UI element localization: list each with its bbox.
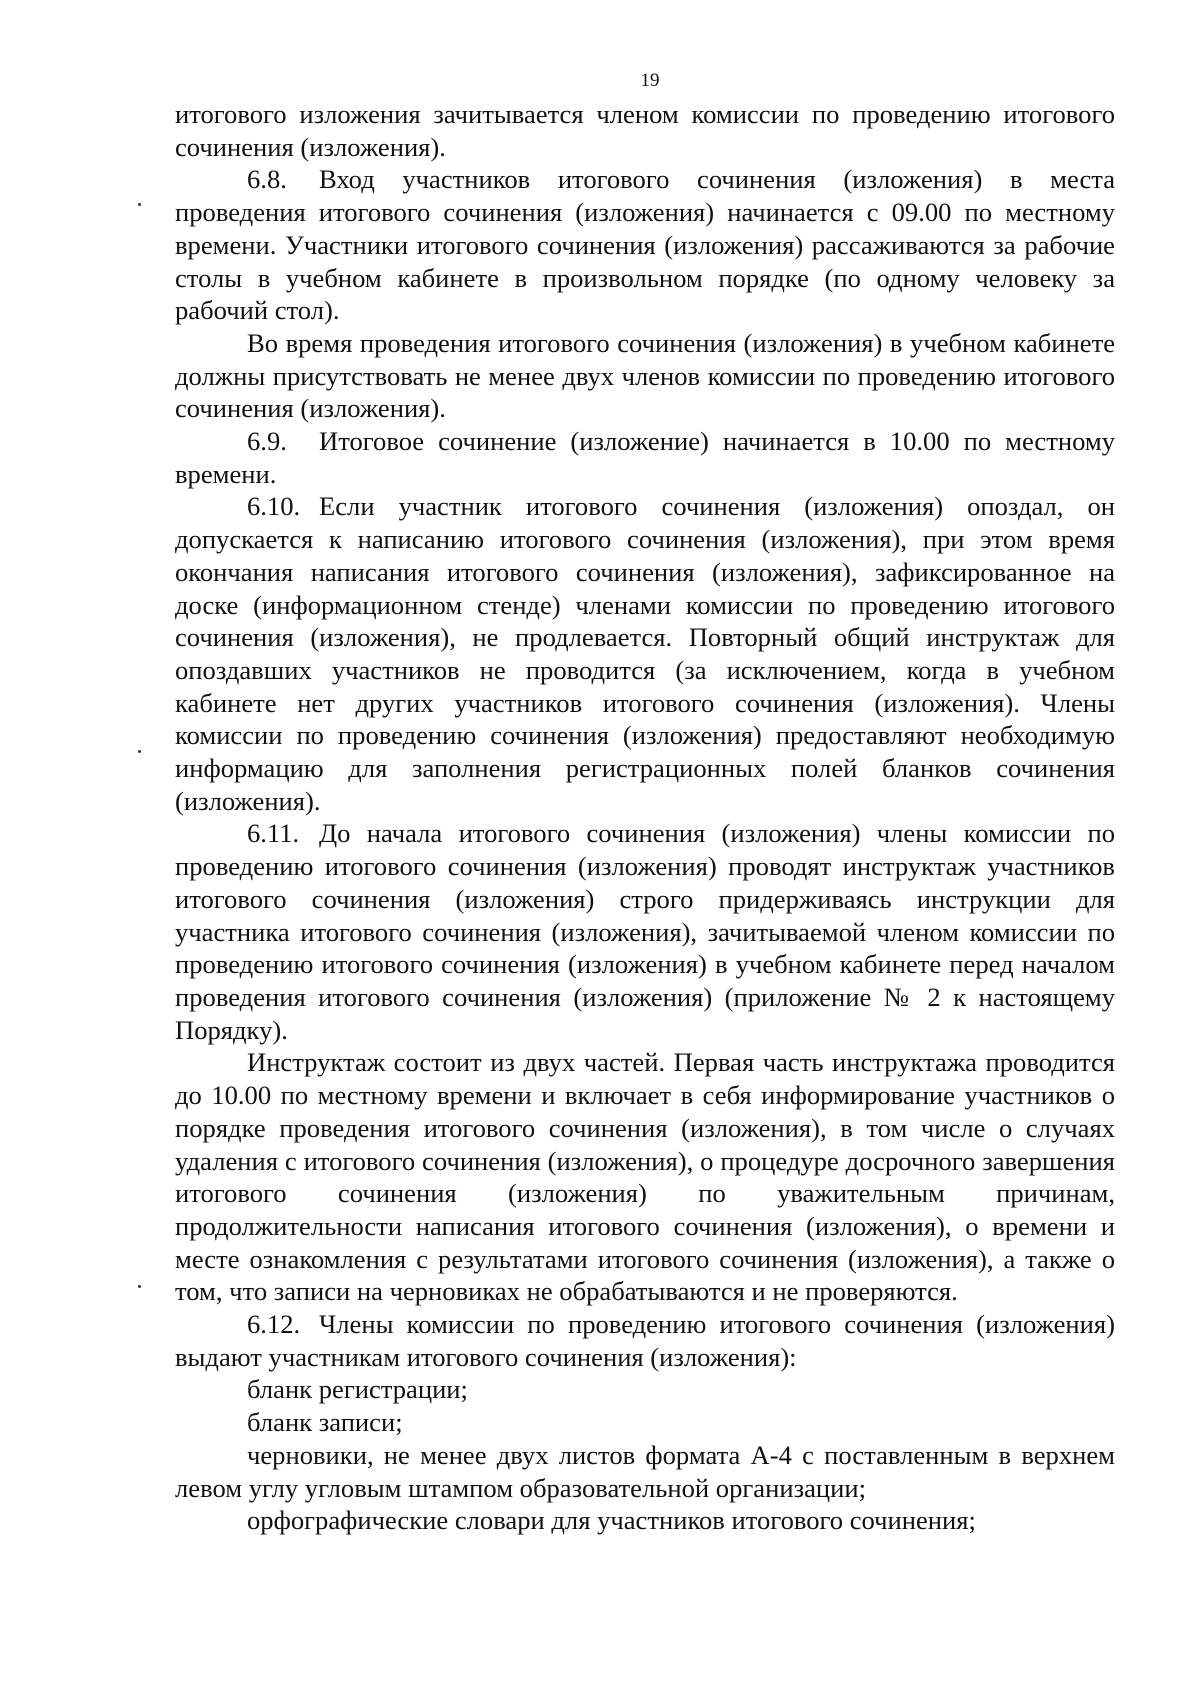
list-item [175, 1406, 1115, 1439]
section-number: 6.11. [247, 818, 300, 849]
section-6-9 [175, 425, 1115, 490]
paragraph-text: До начала итогового сочинения (изложения) члены комиссии по проведению итогового сочинения (изложения) проводят инструктаж участников итогового сочинения (изложения) строго придерживаясь инструкции для участника итогового сочинения (изложения), зачитываемой членом комиссии по проведению итогового сочинения (изложения) в учебном кабинете перед началом проведения итогового сочинения (изложения) (приложение № 2 к настоящему Порядку). [175, 818, 1115, 1045]
list-item-text: черновики, не менее двух листов формата А-4 с поставленным в верхнем левом углу угловым штампом образовательной организации; [175, 1439, 1115, 1503]
section-6-12 [175, 1308, 1115, 1373]
section-6-10 [175, 490, 1115, 817]
paragraph [175, 1046, 1115, 1308]
list-item [175, 1373, 1115, 1406]
section-number: 6.10. [247, 491, 301, 522]
section-6-11 [175, 817, 1115, 1046]
paragraph [175, 98, 1115, 163]
section-6-8 [175, 163, 1115, 327]
list-item-text: бланк записи; [247, 1407, 403, 1438]
paragraph-text: Вход участников итогового сочинения (изложения) в места проведения итогового сочинения (изложения) начинается с 09.00 по местному времени. Участники итогового сочинения (изложения) рассаживаются за рабочие столы в учебном кабинете в произвольном порядке (по одному человеку за рабочий стол). [175, 164, 1115, 326]
list-item-text: бланк регистрации; [247, 1374, 468, 1405]
paragraph-text: итогового изложения зачитывается членом комиссии по проведению итогового сочинения (изложения). [175, 99, 1115, 162]
paragraph [175, 327, 1115, 425]
list-item-text: орфографические словари для участников итогового сочинения; [247, 1505, 976, 1536]
section-number: 6.12. [247, 1309, 301, 1340]
paragraph-text: Члены комиссии по проведению итогового сочинения (изложения) выдают участникам итогового сочинения (изложения): [175, 1309, 1115, 1372]
section-number: 6.9. [247, 426, 287, 457]
scan-speck [138, 203, 141, 206]
document-body [175, 98, 1115, 1537]
scan-speck [138, 750, 141, 753]
list-item [175, 1439, 1115, 1504]
paragraph-text: Во время проведения итогового сочинения (изложения) в учебном кабинете должны присутствовать не менее двух членов комиссии по проведению итогового сочинения (изложения). [175, 327, 1115, 424]
list-item [175, 1504, 1115, 1537]
section-number: 6.8. [247, 164, 287, 195]
paragraph-text: Если участник итогового сочинения (изложения) опоздал, он допускается к написанию итогового сочинения (изложения), при этом время окончания написания итогового сочинения (изложения), зафиксированное на доске (информационном стенде) членами комиссии по проведению итогового сочинения (изложения), не продлевается. Повторный общий инструктаж для опоздавших участников не проводится (за исключением, когда в учебном кабинете нет других участников итогового сочинения (изложения). Члены комиссии по проведению сочинения (изложения) предоставляют необходимую информацию для заполнения регистрационных полей бланков сочинения (изложения). [175, 491, 1115, 816]
paragraph-text: Инструктаж состоит из двух частей. Первая часть инструктажа проводится до 10.00 по местному времени и включает в себя информирование участников о порядке проведения итогового сочинения (изложения), в том числе о случаях удаления с итогового сочинения (изложения), о процедуре досрочного завершения итогового сочинения (изложения) по уважительным причинам, продолжительности написания итогового сочинения (изложения), о времени и месте ознакомления с результатами итогового сочинения (изложения), а также о том, что записи на черновиках не обрабатываются и не проверяются. [175, 1047, 1115, 1307]
page-number: 19 [640, 70, 660, 91]
scan-speck [138, 1285, 141, 1288]
paragraph-text: Итоговое сочинение (изложение) начинается в 10.00 по местному времени. [175, 426, 1115, 489]
